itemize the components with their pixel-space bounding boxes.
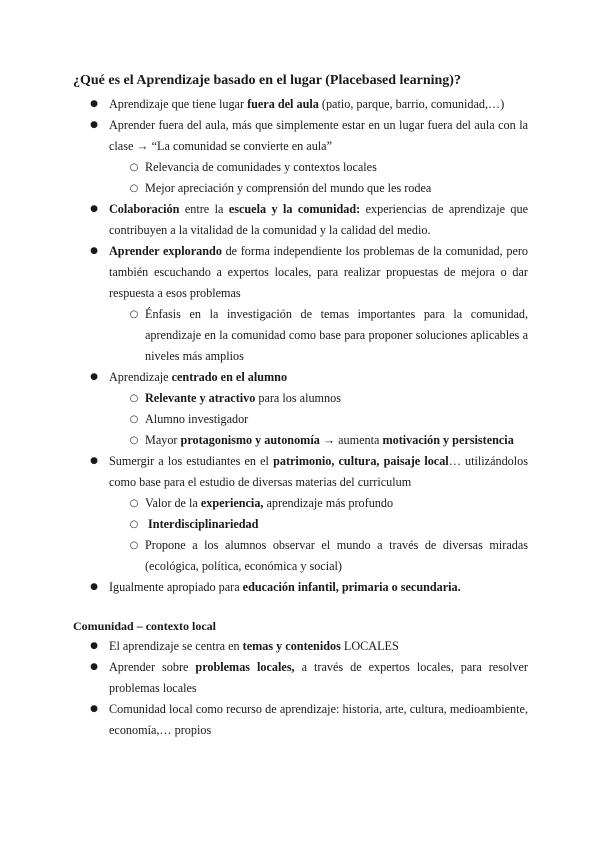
list-item: ● Igualmente apropiado para educación infantil, primaria o secundaria. [109, 577, 528, 598]
sub-list-item: ○ Valor de la experiencia, aprendizaje más profundo [145, 493, 528, 514]
sub-list-item: ○ Mayor protagonismo y autonomía → aumenta motivación y persistencia [145, 430, 528, 451]
hollow-bullet-icon: ○ [129, 162, 139, 173]
filled-bullet-icon: ● [90, 372, 98, 382]
sub-list-item: ○ Mejor apreciación y comprensión del mundo que les rodea [145, 178, 528, 199]
list-item: ● Colaboración entre la escuela y la comunidad: experiencias de aprendizaje que contribuyen a la vitalidad de la comunidad y la calidad del medio. [109, 199, 528, 241]
list-item: ● Aprendizaje centrado en el alumno [109, 367, 528, 388]
hollow-bullet-icon: ○ [129, 309, 139, 320]
sub-list-item: ○ Interdisciplinariedad [145, 514, 528, 535]
filled-bullet-icon: ● [90, 704, 98, 714]
hollow-bullet-icon: ○ [129, 519, 139, 530]
filled-bullet-icon: ● [90, 120, 98, 130]
list-item: ● Aprender sobre problemas locales, a través de expertos locales, para resolver problemas locales [109, 657, 528, 699]
hollow-bullet-icon: ○ [129, 498, 139, 509]
filled-bullet-icon: ● [90, 204, 98, 214]
list-item: ● El aprendizaje se centra en temas y contenidos LOCALES [109, 636, 528, 657]
hollow-bullet-icon: ○ [129, 435, 139, 446]
community-bullet-list [0, 636, 600, 741]
list-item: ● Aprender fuera del aula, más que simplemente estar en un lugar fuera del aula con la clase → “La comunidad se convierte en aula” [109, 115, 528, 157]
list-item: ● Sumergir a los estudiantes en el patrimonio, cultura, paisaje local… utilizándolos como base para el estudio de diversas materias del curriculum [109, 451, 528, 493]
filled-bullet-icon: ● [90, 246, 98, 256]
page-title: ¿Qué es el Aprendizaje basado en el lugar (Placebased learning)? [73, 73, 461, 88]
hollow-bullet-icon: ○ [129, 414, 139, 425]
filled-bullet-icon: ● [90, 662, 98, 672]
hollow-bullet-icon: ○ [129, 183, 139, 194]
hollow-bullet-icon: ○ [129, 393, 139, 404]
hollow-bullet-icon: ○ [129, 540, 139, 551]
sub-list-item: ○ Relevancia de comunidades y contextos locales [145, 157, 528, 178]
filled-bullet-icon: ● [90, 641, 98, 651]
list-item: ● Aprendizaje que tiene lugar fuera del aula (patio, parque, barrio, comunidad,…) [109, 94, 528, 115]
sub-list-item: ○ Alumno investigador [145, 409, 528, 430]
section-heading: Comunidad – contexto local [73, 619, 217, 633]
main-bullet-list [0, 94, 600, 598]
filled-bullet-icon: ● [90, 456, 98, 466]
filled-bullet-icon: ● [90, 582, 98, 592]
list-item: ● Comunidad local como recurso de aprendizaje: historia, arte, cultura, medioambiente, economía,… propios [109, 699, 528, 741]
sub-list-item: ○ Relevante y atractivo para los alumnos [145, 388, 528, 409]
sub-list-item: ○ Propone a los alumnos observar el mundo a través de diversas miradas (ecológica, política, económica y social) [145, 535, 528, 577]
list-item: ● Aprender explorando de forma independiente los problemas de la comunidad, pero también escuchando a expertos locales, para realizar propuestas de mejora o dar respuesta a esos problemas [109, 241, 528, 304]
filled-bullet-icon: ● [90, 99, 98, 109]
sub-list-item: ○ Énfasis en la investigación de temas importantes para la comunidad, aprendizaje en la comunidad como base para proponer soluciones aplicables a niveles más amplios [145, 304, 528, 367]
